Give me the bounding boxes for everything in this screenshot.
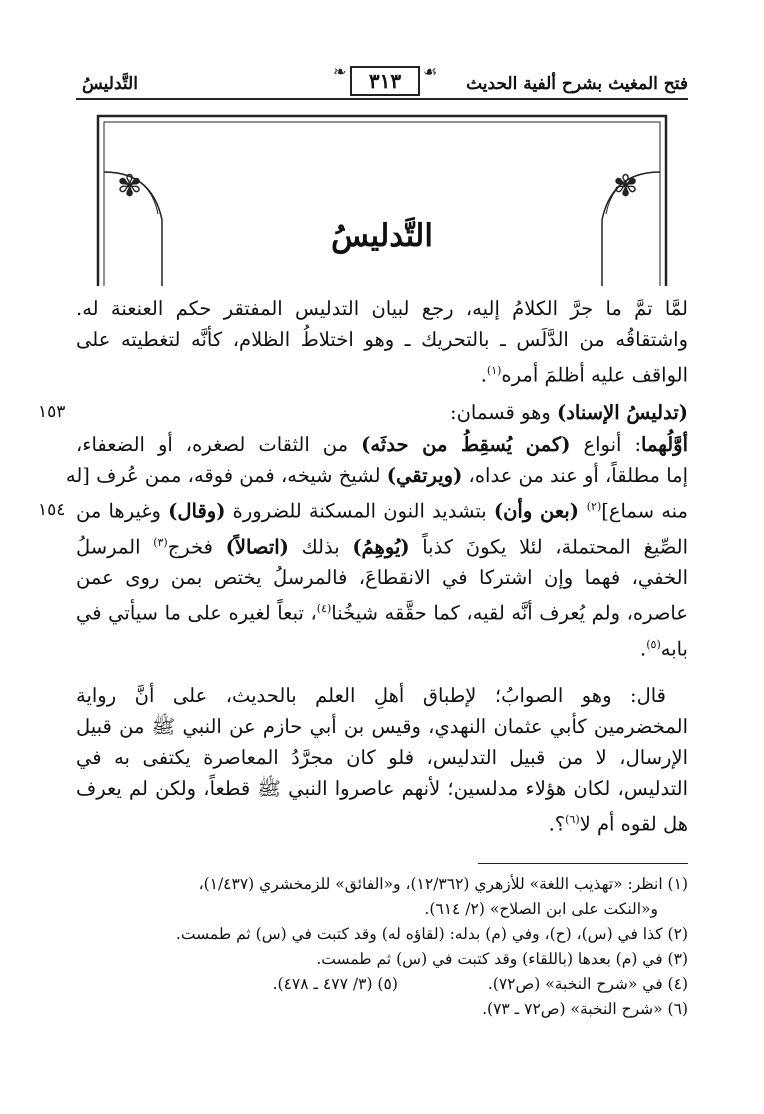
text-line: واشتقاقُه من الدَّلَس ـ بالتحريك ـ وهو اختلاطُ الظلام، كأنَّه لتغطيته على bbox=[76, 328, 688, 351]
paragraph-first-kind bbox=[65, 429, 688, 664]
chapter-title: التَّدليسُ bbox=[330, 218, 433, 254]
footnote: (٦) «شرح النخبة» (ص٧٢ ـ ٧٣). bbox=[482, 1000, 688, 1018]
margin-verse-number: ١٥٣ bbox=[38, 402, 66, 422]
text-line: المخضرمين كأبي عثمان النهدي، وقيس بن أبي حازم عن النبي ﷺ من قبيل bbox=[76, 715, 688, 738]
text-line: هل لقوه أم لا$^{(٦)}$؟. bbox=[548, 812, 688, 836]
chapter-frame bbox=[92, 110, 672, 290]
text-line: الواقف عليه أظلمَ أمره$^{(١)}$. bbox=[480, 363, 688, 387]
footnote-rule bbox=[478, 863, 688, 864]
footnote: (١) انظر: «تهذيب اللغة» للأزهري (١٢/٣٦٢)، و«الفائق» للزمخشري (١/٤٣٧)، bbox=[198, 875, 688, 893]
footnote-ref: (١) bbox=[486, 364, 502, 377]
page-number: ٣١٣ bbox=[350, 66, 420, 96]
floral-ornament-icon: ✾ bbox=[613, 169, 639, 204]
text-line: بابه$^{(٥)}$. bbox=[640, 637, 688, 660]
running-header-chapter: التَّدليسُ bbox=[82, 74, 138, 94]
floral-ornament-icon: ✾ bbox=[117, 169, 143, 204]
footnote: و«النكت على ابن الصلاح» (٢/ ٦١٤). bbox=[424, 900, 658, 918]
paragraph-quote bbox=[76, 680, 688, 840]
paragraph-section-heading bbox=[76, 397, 688, 428]
header-ornament-icon: ❧ bbox=[333, 62, 347, 81]
text-line: الخفي، فهما وإن اشتركا في الانقطاعَ، فالمرسلُ يختص بمن روى عمن bbox=[76, 566, 688, 589]
text-line: عاصره، ولم يُعرف أنَّه لقيه، كما حقَّقه شيخُنا$^{(٤)}$، تبعاً لغيره على ما سيأتي في bbox=[76, 601, 688, 625]
footnote: (٢) كذا في (س)، (ح)، وفي (م) بدله: (لقاؤه له) وقد كتبت في (س) ثم طمست. bbox=[175, 925, 688, 943]
footnote: (٣) في (م) بعدها (باللقاء) وقد كتبت في (س) ثم طمست. bbox=[316, 950, 688, 968]
paragraph-intro bbox=[76, 293, 688, 391]
footnote: (٤) في «شرح النخبة» (ص٧٢).(٥) (٣/ ٤٧٧ ـ ٤٧٨). bbox=[272, 975, 688, 993]
footnotes bbox=[76, 872, 688, 1022]
header-rule bbox=[76, 98, 688, 100]
margin-verse-number: ١٥٤ bbox=[38, 500, 66, 520]
header-ornament-icon: ☙ bbox=[423, 62, 438, 81]
text-line: أوَّلُهما: أنواع (كمن يُسقِطُ من حدثَه) من الثقات لصغره، أو الضعفاء، bbox=[76, 433, 688, 456]
running-header-book-title: فتح المغيث بشرح ألفية الحديث bbox=[466, 74, 688, 94]
text-line: قال: وهو الصوابُ؛ لإطباق أهلِ العلم بالحديث، على أنَّ رواية bbox=[76, 684, 666, 707]
text-line: منه سماع]$^{(٢)}$ (بعن وأن) بتشديد النون المسكنة للضرورة (وقال) وغيرها من bbox=[76, 499, 688, 523]
text-line: إما مطلقاً، أو عند من عداه، (ويرتقي) لشيخ شيخه، فمن فوقه، ممن عُرف [له bbox=[65, 464, 688, 487]
text-line: (تدليسُ الإسناد) وهو قسمان: bbox=[450, 401, 688, 424]
text-line: الصِّيغ المحتملة، لئلا يكونَ كذباً (يُوهِمُ) بذلك (اتصالاً) فخرج$^{(٣)}$ المرسلُ bbox=[76, 535, 688, 558]
text-line: التدليس، لكان هؤلاء مدلسين؛ لأنهم عاصروا النبي ﷺ قطعاً، ولكن لم يعرف bbox=[76, 777, 688, 800]
text-line: لمَّا تمَّ ما جرَّ الكلامُ إليه، رجع لبيان التدليس المفتقر حكم العنعنة له. bbox=[76, 297, 688, 320]
text-line: الإرسال، لا من قبيل التدليس، فلو كان مجرَّدُ المعاصرة يكتفى به في bbox=[76, 746, 688, 769]
